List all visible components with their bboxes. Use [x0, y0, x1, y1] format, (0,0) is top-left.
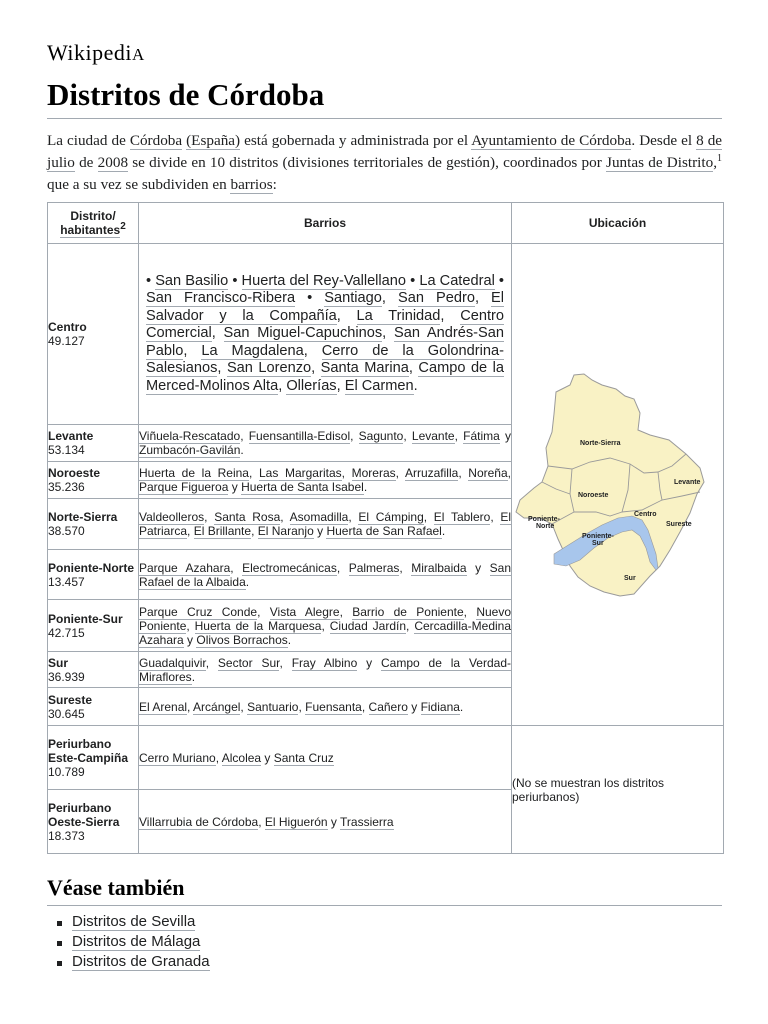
- separator-text: ,: [348, 510, 359, 524]
- see-also-link[interactable]: Distritos de Granada: [72, 953, 210, 970]
- link-barrios[interactable]: barrios: [230, 176, 273, 193]
- barrio-link[interactable]: Santa Cruz: [273, 750, 334, 765]
- barrio-link[interactable]: Fátima: [463, 429, 500, 443]
- district-population: 35.236: [48, 480, 85, 494]
- separator-text: •: [146, 272, 156, 289]
- barrios-cell: [139, 499, 512, 550]
- map-label-poniente-norte: Poniente-: [528, 515, 560, 523]
- separator-text: ,: [298, 699, 306, 714]
- header-barrios: Barrios: [139, 203, 512, 244]
- link-cordoba[interactable]: Córdoba: [129, 132, 183, 149]
- district-population: 10.789: [48, 764, 85, 779]
- separator-text: •: [228, 272, 242, 289]
- separator-text: •: [295, 290, 325, 307]
- list-item: [47, 952, 210, 972]
- district-cell: [48, 244, 139, 425]
- district-name: Levante: [48, 429, 94, 443]
- barrio-link[interactable]: Barrio de Poniente: [352, 604, 464, 619]
- barrio-link[interactable]: Arcángel: [193, 699, 241, 714]
- barrio-link[interactable]: La Magdalena: [201, 342, 304, 359]
- barrio-link[interactable]: Fuensanta: [305, 699, 362, 714]
- separator-text: ,: [183, 342, 202, 359]
- district-cell: [48, 550, 139, 600]
- district-name: Poniente-Sur: [48, 611, 123, 626]
- separator-text: .: [287, 632, 292, 647]
- barrio-link[interactable]: San Lorenzo: [226, 360, 312, 377]
- barrio-link[interactable]: Sagunto: [358, 429, 404, 443]
- barrios-cell: [139, 600, 512, 652]
- barrio-link[interactable]: Ciudad Jardín: [329, 618, 407, 633]
- separator-text: .: [363, 480, 368, 494]
- separator-text: ,: [339, 604, 353, 619]
- map-label-sur: Sur: [624, 574, 636, 582]
- map-label-norte-sierra: Norte-Sierra: [580, 439, 621, 447]
- periurban-note: (No se muestran los distritos periurbanos): [512, 775, 665, 804]
- separator-text: ,: [395, 466, 405, 480]
- map-label-centro: Centro: [634, 510, 657, 518]
- reference-1[interactable]: 1: [717, 152, 722, 164]
- separator-text: y: [357, 655, 381, 670]
- separator-text: ,: [205, 655, 218, 670]
- separator-text: ,: [187, 699, 194, 714]
- separator-text: .: [413, 377, 418, 394]
- barrio-link[interactable]: Arruzafilla: [404, 466, 459, 480]
- separator-text: ,: [440, 307, 461, 324]
- map-label-noroeste: Noroeste: [578, 491, 609, 499]
- barrio-link[interactable]: Cercadilla-Medina Azahara: [139, 618, 512, 647]
- barrio-link[interactable]: El Carmen: [344, 377, 414, 394]
- barrios-cell: [139, 652, 512, 688]
- barrio-link[interactable]: Miralbaida: [411, 560, 467, 575]
- barrios-cell: [139, 425, 512, 462]
- barrio-link[interactable]: Las Margaritas: [258, 466, 342, 480]
- section-heading-see-also: Véase también: [47, 874, 722, 906]
- barrio-link[interactable]: Levante: [411, 429, 455, 443]
- reference-2[interactable]: 2: [120, 221, 126, 232]
- link-8-de-julio[interactable]: 8 de julio: [47, 132, 723, 171]
- barrio-link[interactable]: Campo de la Verdad-Miraflores: [139, 655, 511, 684]
- separator-text: ,: [240, 699, 248, 714]
- district-name: Periurbano Este-Campiña: [48, 736, 129, 765]
- separator-text: ,: [321, 618, 330, 633]
- barrio-link[interactable]: San Pedro: [398, 290, 475, 307]
- barrio-link[interactable]: San Rafael de la Albaida: [139, 560, 511, 589]
- barrio-link[interactable]: San Basilio: [155, 272, 229, 289]
- barrio-link[interactable]: Nuevo Poniente: [139, 604, 511, 633]
- district-cell: [48, 790, 139, 854]
- separator-text: ,: [507, 466, 511, 480]
- separator-text: .: [240, 443, 244, 457]
- header-ubicacion: Ubicación: [512, 203, 724, 244]
- district-name: Periurbano Oeste-Sierra: [48, 800, 120, 829]
- separator-text: ,: [490, 510, 501, 524]
- barrio-link[interactable]: Palmeras: [348, 560, 400, 575]
- separator-text: ,: [186, 618, 195, 633]
- barrio-link[interactable]: Noreña: [468, 466, 508, 480]
- separator-text: ,: [215, 750, 222, 765]
- barrio-link[interactable]: Huerta de la Reina: [139, 466, 249, 480]
- page-title: Distritos de Córdoba: [47, 76, 722, 119]
- barrio-link[interactable]: El Cámping: [358, 510, 424, 524]
- separator-text: ,: [240, 429, 249, 443]
- separator-text: y: [183, 632, 197, 647]
- barrio-link[interactable]: Electromecánicas: [242, 560, 337, 575]
- barrio-link[interactable]: San Andrés-San Pablo: [146, 325, 504, 359]
- list-item: [47, 912, 210, 932]
- barrio-link[interactable]: Cerro Muriano: [139, 750, 216, 765]
- link-ayuntamiento[interactable]: Ayuntamiento de Córdoba: [471, 132, 632, 149]
- barrios-cell: [139, 726, 512, 790]
- barrio-link[interactable]: El Naranjo: [257, 524, 314, 538]
- separator-text: ,: [257, 604, 270, 619]
- barrio-link[interactable]: Fidiana: [420, 699, 460, 714]
- barrio-link[interactable]: El Arenal: [139, 699, 188, 714]
- barrio-link[interactable]: El Salvador y la Compañía: [146, 290, 505, 324]
- barrio-link[interactable]: Viñuela-Rescatado: [139, 429, 241, 443]
- link-2008[interactable]: 2008: [97, 154, 129, 171]
- district-cell: [48, 726, 139, 790]
- district-name: Sur: [48, 655, 69, 670]
- barrio-link[interactable]: La Catedral: [419, 272, 495, 289]
- wikipedia-wordmark[interactable]: WikipediA: [47, 40, 145, 65]
- district-population: 36.939: [48, 669, 85, 684]
- separator-text: ,: [204, 510, 215, 524]
- district-population: 38.570: [48, 524, 85, 538]
- district-cell: [48, 652, 139, 688]
- barrio-link[interactable]: Santa Marina: [320, 360, 409, 377]
- district-cell: [48, 499, 139, 550]
- separator-text: ,: [258, 814, 265, 829]
- barrio-link[interactable]: El Tablero: [433, 510, 491, 524]
- separator-text: y: [228, 480, 242, 494]
- district-name: Poniente-Norte: [48, 560, 135, 575]
- separator-text: ,: [217, 360, 227, 377]
- separator-text: ,: [350, 429, 359, 443]
- barrio-link[interactable]: El Higuerón: [264, 814, 328, 829]
- separator-text: ,: [381, 290, 398, 307]
- separator-text: ,: [251, 524, 258, 538]
- barrio-link[interactable]: Huerta de San Rafael: [326, 524, 442, 538]
- separator-text: ,: [382, 325, 394, 342]
- barrio-link[interactable]: Parque Azahara: [139, 560, 231, 575]
- district-population: 53.134: [48, 443, 85, 457]
- barrio-link[interactable]: Cerro de la Golondrina-Salesianos: [146, 342, 504, 377]
- separator-text: ,: [406, 618, 415, 633]
- barrio-link[interactable]: Valdeolleros: [139, 510, 205, 524]
- barrio-link[interactable]: Ollerías: [286, 377, 337, 394]
- barrio-link[interactable]: Villarrubia de Córdoba: [139, 814, 259, 829]
- barrio-link[interactable]: La Trinidad: [356, 307, 441, 324]
- barrio-link[interactable]: Fray Albino: [291, 655, 358, 670]
- districts-table: [47, 202, 724, 854]
- map-label-poniente-sur-2: Sur: [592, 539, 604, 547]
- separator-text: y: [407, 699, 421, 714]
- separator-text: ,: [341, 466, 352, 480]
- separator-text: ,: [336, 307, 357, 324]
- barrio-link[interactable]: Alcolea: [221, 750, 262, 765]
- barrio-link[interactable]: Huerta de Santa Isabel: [241, 480, 364, 494]
- barrio-link[interactable]: Sector Sur: [217, 655, 280, 670]
- map-label-poniente-sur: Poniente-: [582, 532, 614, 540]
- separator-text: ,: [474, 290, 492, 307]
- barrio-link[interactable]: Guadalquivir: [139, 655, 206, 670]
- barrios-cell: [139, 688, 512, 726]
- separator-text: •: [406, 272, 420, 289]
- separator-text: ,: [399, 560, 412, 575]
- barrio-link[interactable]: Centro Comercial: [146, 307, 504, 342]
- see-also-link[interactable]: Distritos de Málaga: [72, 933, 201, 950]
- separator-text: ,: [311, 360, 321, 377]
- separator-text: ,: [458, 466, 469, 480]
- separator-text: ,: [187, 524, 194, 538]
- barrio-link[interactable]: Santiago: [324, 290, 382, 307]
- barrios-cell: [139, 462, 512, 499]
- district-population: 18.373: [48, 828, 85, 843]
- separator-text: y: [499, 429, 512, 443]
- district-population: 13.457: [48, 574, 85, 589]
- separator-text: .: [459, 699, 464, 714]
- separator-text: ,: [336, 377, 345, 394]
- barrios-cell: [139, 244, 512, 425]
- district-population: 49.127: [48, 334, 85, 348]
- separator-text: •: [494, 272, 505, 289]
- separator-text: ,: [454, 429, 464, 443]
- map-label-poniente-norte-2: Norte: [536, 522, 555, 530]
- separator-text: ,: [408, 360, 419, 377]
- separator-text: ,: [230, 560, 243, 575]
- header-distrito: Distrito/ habitantes$^2$: [48, 203, 139, 244]
- separator-text: y: [313, 524, 327, 538]
- list-item: [47, 932, 210, 952]
- barrio-link[interactable]: Olivos Borrachos: [196, 632, 288, 647]
- district-name: Norte-Sierra: [48, 510, 118, 524]
- separator-text: ,: [463, 604, 477, 619]
- separator-text: ,: [303, 342, 322, 359]
- district-cell: [48, 600, 139, 652]
- barrio-link[interactable]: Fuensantilla-Edisol: [248, 429, 351, 443]
- district-population: 30.645: [48, 706, 85, 721]
- separator-text: y: [466, 560, 490, 575]
- district-cell: [48, 462, 139, 499]
- link-espana[interactable]: (España): [186, 132, 241, 149]
- separator-text: .: [441, 524, 446, 538]
- barrio-link[interactable]: Vista Alegre: [269, 604, 340, 619]
- barrios-cell: [139, 790, 512, 854]
- separator-text: ,: [278, 377, 287, 394]
- separator-text: ,: [248, 466, 259, 480]
- barrio-link[interactable]: San Francisco-Ribera: [146, 290, 296, 307]
- see-also-link[interactable]: Distritos de Sevilla: [72, 913, 196, 930]
- separator-text: y: [261, 750, 274, 765]
- separator-text: ,: [279, 655, 292, 670]
- barrio-link[interactable]: Moreras: [351, 466, 396, 480]
- intro-paragraph: La ciudad de Córdoba (España) está gobernada y administrada por el Ayuntamiento de Córdoba. Desde el 8 de julio de 2008 se divide en 10 distritos (divisiones territoriales de gestión), coordinados por Juntas de Distrito,$^1$ que a su vez se subdividen en barrios:: [47, 132, 723, 193]
- map-label-sureste: Sureste: [666, 520, 692, 528]
- district-name: Sureste: [48, 692, 93, 707]
- districts-map: [512, 372, 707, 598]
- barrio-link[interactable]: Huerta del Rey-Vallellano: [241, 272, 407, 289]
- barrio-link[interactable]: El Patriarca: [139, 510, 512, 538]
- barrio-link[interactable]: Trassierra: [340, 814, 394, 829]
- separator-text: ,: [403, 429, 412, 443]
- barrio-link[interactable]: Parque Cruz Conde: [139, 604, 258, 619]
- map-cell: [512, 244, 724, 726]
- separator-text: ,: [361, 699, 369, 714]
- barrio-link[interactable]: Campo de la Merced-Molinos Alta: [146, 360, 505, 394]
- district-name: Noroeste: [48, 466, 101, 480]
- barrio-link[interactable]: El Brillante: [193, 524, 252, 538]
- barrios-cell: [139, 550, 512, 600]
- district-cell: [48, 688, 139, 726]
- barrio-link[interactable]: Santa Rosa: [214, 510, 281, 524]
- separator-text: .: [191, 669, 196, 684]
- see-also-list: [47, 912, 210, 972]
- barrio-link[interactable]: Zumbacón-Gavilán: [139, 443, 241, 457]
- separator-text: ,: [211, 325, 224, 342]
- barrio-link[interactable]: Parque Figueroa: [139, 480, 229, 494]
- barrio-link[interactable]: Huerta de la Marquesa: [194, 618, 322, 633]
- separator-text: ,: [280, 510, 290, 524]
- district-cell: [48, 425, 139, 462]
- barrio-link[interactable]: San Miguel-Capuchinos: [223, 325, 383, 342]
- separator-text: ,: [423, 510, 434, 524]
- barrio-link[interactable]: Cañero: [368, 699, 408, 714]
- periurban-note-cell: [512, 726, 724, 854]
- district-name: Centro: [48, 320, 87, 334]
- separator-text: y: [327, 814, 341, 829]
- barrio-link[interactable]: Asomadilla: [289, 510, 349, 524]
- link-juntas-de-distrito[interactable]: Juntas de Distrito: [606, 154, 714, 171]
- barrio-link[interactable]: Santuario: [247, 699, 299, 714]
- district-population: 42.715: [48, 625, 85, 640]
- separator-text: .: [245, 574, 250, 589]
- separator-text: ,: [336, 560, 349, 575]
- map-label-levante: Levante: [674, 478, 701, 486]
